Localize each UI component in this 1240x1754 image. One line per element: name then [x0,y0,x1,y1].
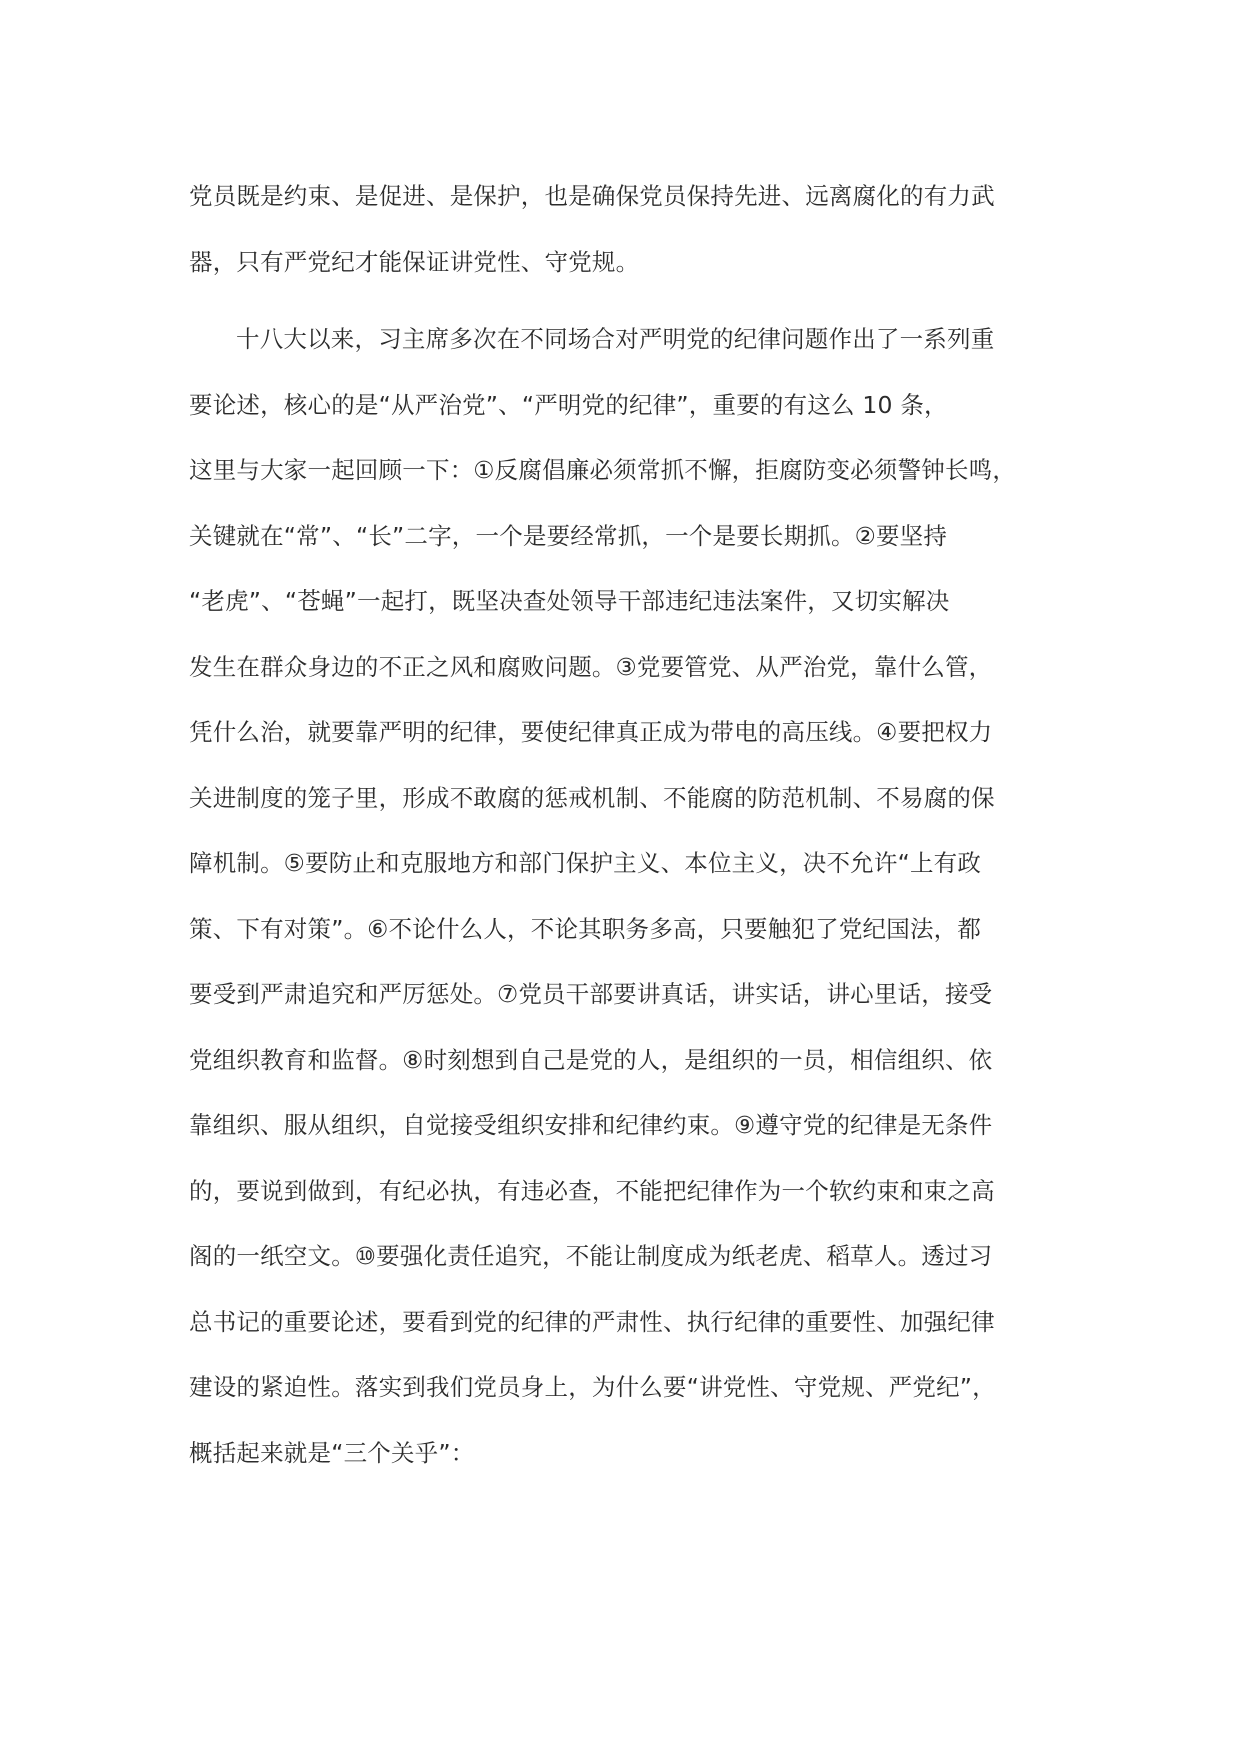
text-line: 要论述，核心的是“从严治党”、“严明党的纪律”，重要的有这么 10 条， [189,390,948,419]
text-line: 阁的一纸空文。⑩要强化责任追究，不能让制度成为纸老虎、稻草人。透过习 [189,1242,993,1270]
text-line: 关键就在“常”、“长”二字，一个是要经常抓，一个是要长期抓。②要坚持 [189,521,948,550]
text-line: 策、下有对策”。⑥不论什么人，不论其职务多高，只要触犯了党纪国法，都 [189,914,982,943]
text-line: 关进制度的笼子里，形成不敢腐的惩戒机制、不能腐的防范机制、不易腐的保 [189,783,995,812]
text-line: 建设的紧迫性。落实到我们党员身上，为什么要“讲党性、守党规、严党纪”， [189,1373,996,1401]
text-line: 靠组织、服从组织，自觉接受组织安排和纪律约束。⑨遵守党的纪律是无条件 [189,1111,993,1139]
text-line: 总书记的重要论述，要看到党的纪律的严肃性、执行纪律的重要性、加强纪律 [189,1307,995,1336]
text-line: 凭什么治，就要靠严明的纪律，要使纪律真正成为带电的高压线。④要把权力 [189,718,993,746]
text-line: 障机制。⑤要防止和克服地方和部门保护主义、本位主义，决不允许“上有政 [189,849,982,877]
text-line: 十八大以来，习主席多次在不同场合对严明党的纪律问题作出了一系列重 [236,325,995,353]
text-line: 的，要说到做到，有纪必执，有违必查，不能把纪律作为一个软约束和束之高 [189,1176,995,1205]
text-line: 器，只有严党纪才能保证讲党性、守党规。 [189,247,640,276]
paragraph-1 [189,164,1069,295]
text-line: 发生在群众身边的不正之风和腐败问题。③党要管党、从严治党，靠什么管， [189,652,993,681]
text-line: 这里与大家一起回顾一下：①反腐倡廉必须常抓不懈，拒腐防变必须警钟长鸣， [189,456,1017,484]
text-line: “老虎”、“苍蝇”一起打，既坚决查处领导干部违纪违法案件，又切实解决 [189,587,950,615]
text-line: 党组织教育和监督。⑧时刻想到自己是党的人，是组织的一员，相信组织、依 [189,1045,993,1074]
text-line: 要受到严肃追究和严厉惩处。⑦党员干部要讲真话，讲实话，讲心里话，接受 [189,980,993,1008]
paragraph-2 [189,307,1069,1486]
text-line: 概括起来就是“三个关乎”： [189,1438,475,1467]
text-line: 党员既是约束、是促进、是保护，也是确保党员保持先进、远离腐化的有力武 [189,182,995,210]
